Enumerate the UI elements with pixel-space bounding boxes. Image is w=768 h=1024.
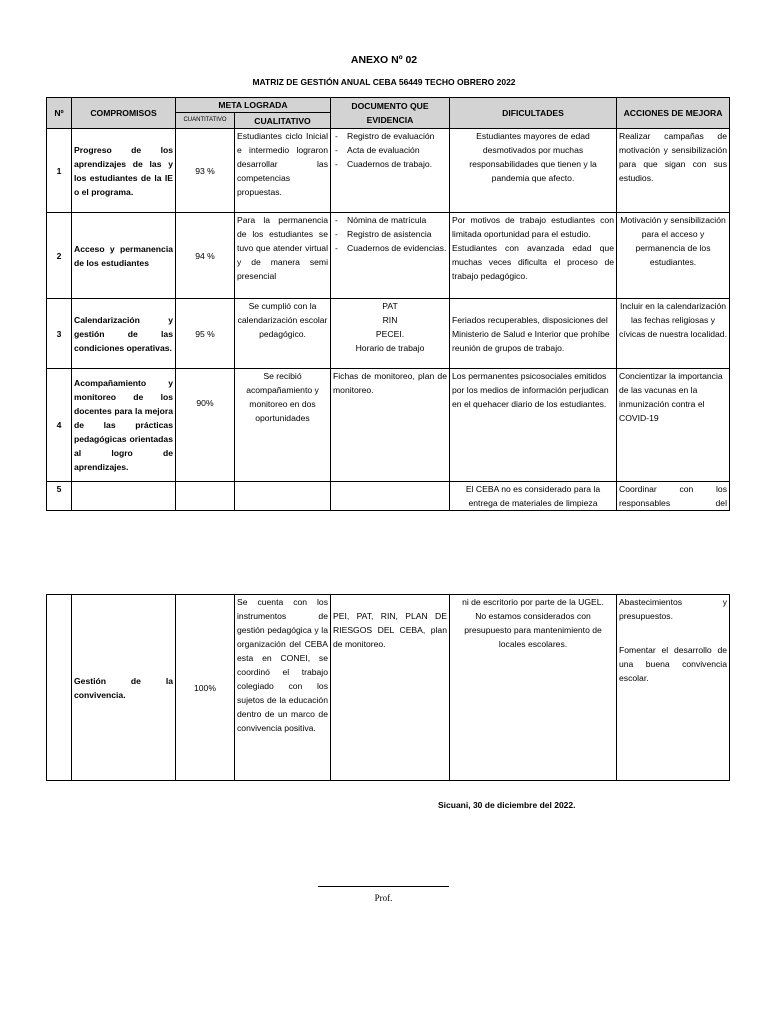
table-row xyxy=(47,482,730,511)
row-compromiso: Progreso de los aprendizajes de las y los estudiantes de la IE o el programa. xyxy=(72,129,176,213)
row-dificultades: Los permanentes psicosociales emitidos por los medios de información perjudican en el quehacer diario de los estudiantes. xyxy=(450,369,617,482)
header-documento: DOCUMENTO QUE EVIDENCIA xyxy=(331,98,450,129)
row-acciones: Coordinar con los responsables del xyxy=(617,482,730,511)
dificultad-paragraph: Estudiantes con avanzada edad que muchas veces dificulta el proceso de trabajo pedagógico. xyxy=(452,243,614,281)
document-date: Sicuani, 30 de diciembre del 2022. xyxy=(438,800,576,810)
documento-item: - Cuadernos de evidencias. xyxy=(333,241,447,255)
row-cualitativo: Se cumplió con la calendarización escolar pedagógico. xyxy=(235,299,331,369)
table-row xyxy=(47,213,730,299)
table-row xyxy=(47,595,730,781)
header-compromisos: COMPROMISOS xyxy=(72,98,176,129)
documento-item: - Acta de evaluación xyxy=(333,143,447,157)
header-cualitativo: CUALITATIVO xyxy=(235,113,331,129)
management-matrix-table xyxy=(46,97,730,511)
header-num: Nº xyxy=(47,98,72,129)
documento-item: RIN xyxy=(382,315,398,325)
table-row xyxy=(47,299,730,369)
dificultad-paragraph: ni de escritorio por parte de la UGEL. xyxy=(462,597,604,607)
header-cuantitativo: CUANTITATIVO xyxy=(176,113,235,129)
row-cualitativo: Estudiantes ciclo Inicial e intermedio lograron desarrollar las competencias propuestas. xyxy=(235,129,331,213)
row-cuantitativo: 93 % xyxy=(176,129,235,213)
row-acciones: Realizar campañas de motivación y sensibilización para que sigan con sus estudios. xyxy=(617,129,730,213)
documento-item: - Nómina de matrícula xyxy=(333,213,447,227)
row-cualitativo: Se recibió acompañamiento y monitoreo en dos oportunidades xyxy=(235,369,331,482)
row-documento xyxy=(331,213,450,299)
row-acciones: Concientizar la importancia de las vacunas en la inmunización contra el COVID-19 xyxy=(617,369,730,482)
header-meta-lograda: META LOGRADA xyxy=(176,98,331,113)
dificultad-paragraph: Por motivos de trabajo estudiantes con limitada oportunidad para el estudio. xyxy=(452,215,614,239)
row-compromiso: Acceso y permanencia de los estudiantes xyxy=(72,213,176,299)
document-subtitle: MATRIZ DE GESTIÓN ANUAL CEBA 56449 TECHO OBRERO 2022 xyxy=(252,77,516,87)
row-documento: Fichas de monitoreo, plan de monitoreo. xyxy=(331,369,450,482)
row-dificultades xyxy=(450,595,617,781)
row-acciones: Incluir en la calendarización las fechas religiosas y cívicas de nuestra localidad. xyxy=(617,299,730,369)
signature-label: Prof. xyxy=(374,893,393,903)
row-dificultades: El CEBA no es considerado para la entrega de materiales de limpieza xyxy=(450,482,617,511)
row-compromiso: Gestión de la convivencia. xyxy=(72,595,176,781)
management-matrix-continuation xyxy=(46,594,730,781)
documento-item: PECEI. xyxy=(375,329,405,339)
documento-item: - Cuadernos de trabajo. xyxy=(333,157,447,171)
row-dificultades: Feriados recuperables, disposiciones del Ministerio de Salud e Interior que prohíbe reunión de grupos de trabajo. xyxy=(450,299,617,369)
row-dificultades xyxy=(450,213,617,299)
row-num: 2 xyxy=(47,213,72,299)
documento-item: - Registro de asistencia xyxy=(333,227,447,241)
row-documento xyxy=(331,129,450,213)
row-acciones xyxy=(617,595,730,781)
row-cuantitativo: 94 % xyxy=(176,213,235,299)
row-documento: PEI, PAT, RIN, PLAN DE RIESGOS DEL CEBA, plan de monitoreo. xyxy=(331,595,450,781)
signature-line xyxy=(318,886,449,887)
row-acciones: Motivación y sensibilización para el acceso y permanencia de los estudiantes. xyxy=(617,213,730,299)
row-cuantitativo: 95 % xyxy=(176,299,235,369)
row-compromiso: Calendarización y gestión de las condiciones operativas. xyxy=(72,299,176,369)
row-num: 3 xyxy=(47,299,72,369)
documento-item: - Registro de evaluación xyxy=(333,129,447,143)
row-cualitativo: Se cuenta con los instrumentos de gestión pedagógica y la organización del CEBA esta en CONEI, se coordinó el trabajo colegiado con los sujetos de la educación dentro de un marco de convivencia positiva. xyxy=(235,595,331,781)
header-acciones: ACCIONES DE MEJORA xyxy=(617,98,730,129)
row-compromiso: Acompañamiento y monitoreo de los docentes para la mejora de las prácticas pedagógicas orientadas al logro de aprendizajes. xyxy=(72,369,176,482)
table-row xyxy=(47,369,730,482)
accion-paragraph: Abastecimientos y presupuestos. xyxy=(619,597,727,621)
accion-paragraph: Fomentar el desarrollo de una buena convivencia escolar. xyxy=(619,645,727,683)
row-documento xyxy=(331,299,450,369)
dificultad-paragraph: No estamos considerados con presupuesto para mantenimiento de locales escolares. xyxy=(464,611,602,649)
row-num: 1 xyxy=(47,129,72,213)
row-cuantitativo: 100% xyxy=(176,595,235,781)
row-cualitativo: Para la permanencia de los estudiantes se tuvo que atender virtual y de manera semi presencial xyxy=(235,213,331,299)
row-num: 4 xyxy=(47,369,72,482)
documento-item: PAT xyxy=(382,301,398,311)
header-dificultades: DIFICULTADES xyxy=(450,98,617,129)
table-row xyxy=(47,129,730,213)
document-title: ANEXO Nº 02 xyxy=(350,54,418,66)
documento-item: Horario de trabajo xyxy=(355,343,425,353)
row-cuantitativo: 90% xyxy=(176,369,235,482)
row-num: 5 xyxy=(47,482,72,511)
row-dificultades: Estudiantes mayores de edad desmotivados por muchas responsabilidades que tienen y la pandemia que afecto. xyxy=(450,129,617,213)
